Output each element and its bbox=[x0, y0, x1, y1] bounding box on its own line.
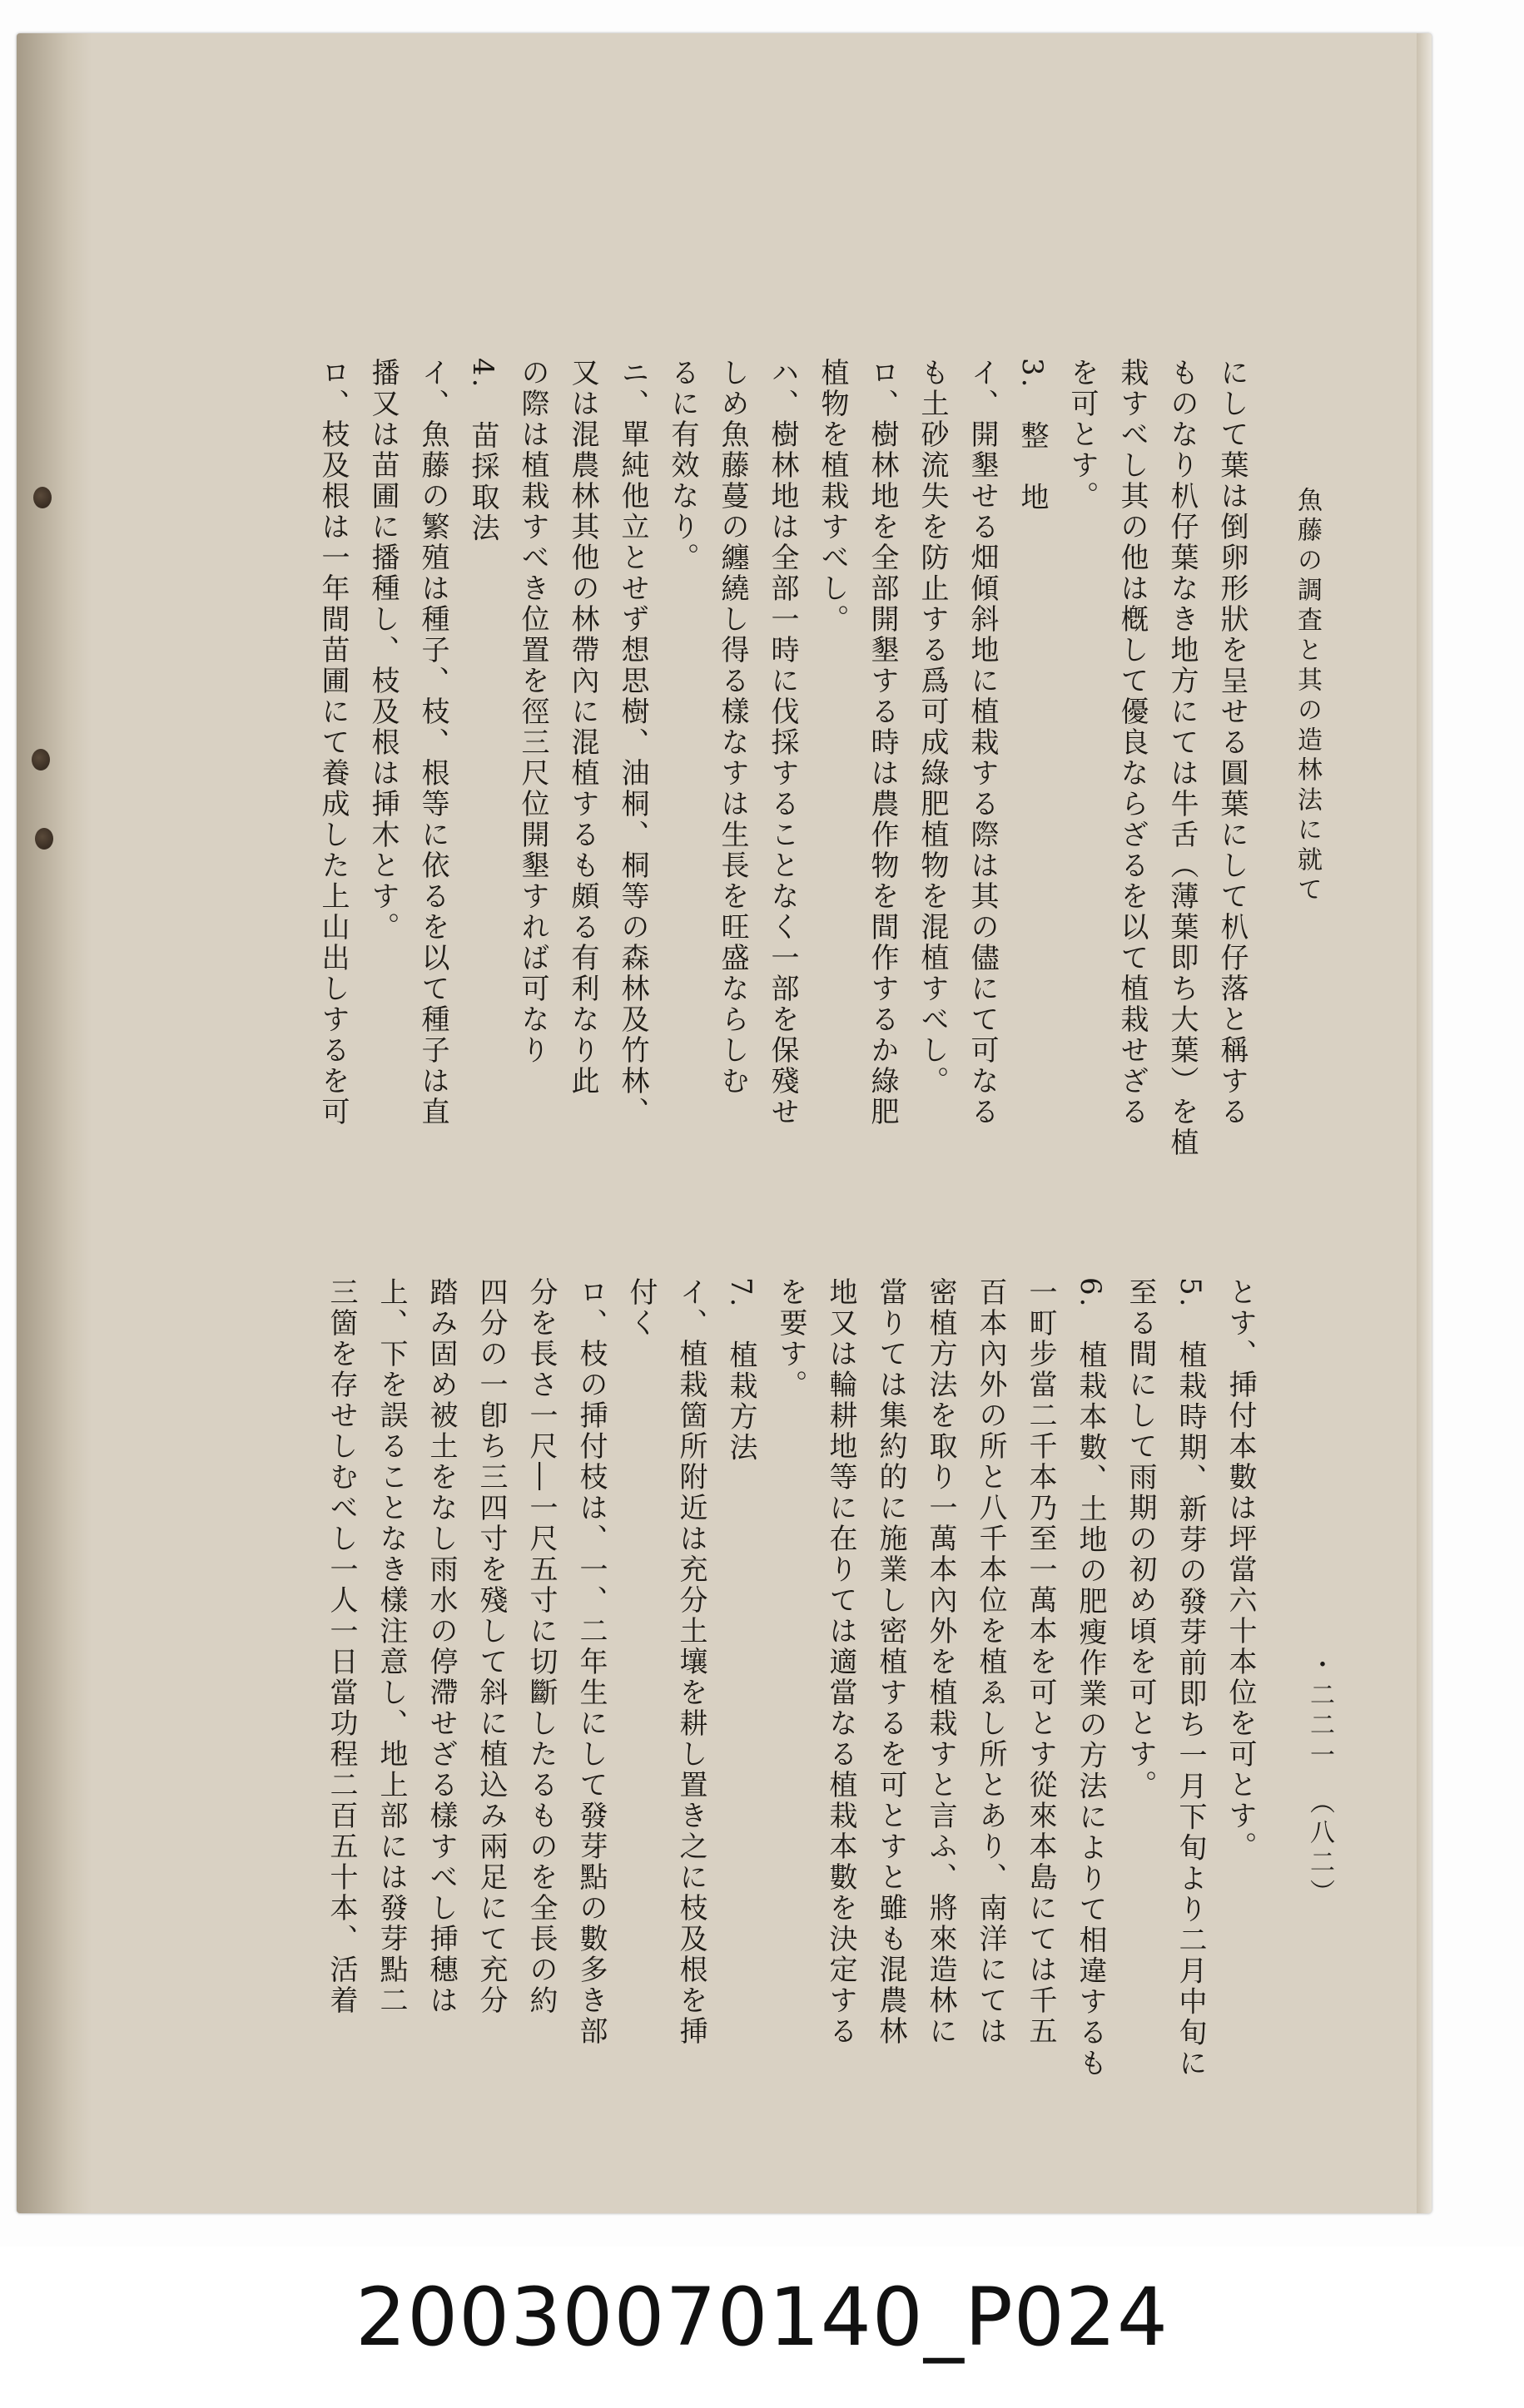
binding-hole bbox=[33, 487, 52, 508]
text-column: 播又は苗圃に播種し、枝及根は挿木とす。 bbox=[366, 358, 400, 943]
text-column: も土砂流失を防止する爲可成綠肥植物を混植すべし。 bbox=[916, 358, 949, 1097]
book-page bbox=[17, 33, 1432, 2213]
page-edge bbox=[1417, 33, 1432, 2213]
text-column: ロ、樹林地を全部開墾する時は農作物を間作するか綠肥 bbox=[866, 358, 899, 1127]
text-column: 地又は輪耕地等に在りては適當なる植栽本數を決定する bbox=[824, 1277, 857, 2047]
text-column: イ、植栽箇所附近は充分土壤を耕し置き之に枝及根を挿 bbox=[674, 1277, 707, 2047]
text-column: イ、魚藤の繁殖は種子、枝、根等に依るを以て種子は直 bbox=[416, 358, 449, 1127]
text-column: ロ、枝の挿付枝は、一、二年生にして發芽點の數多き部 bbox=[574, 1277, 608, 2047]
text-column: 6. 植栽本數、土地の肥瘦作業の方法によりて相違するも bbox=[1074, 1277, 1107, 2079]
text-column: 四分の一卽ち三四寸を殘して斜に植込み兩足にて充分 bbox=[474, 1277, 508, 2016]
binding-hole bbox=[32, 749, 50, 770]
text-column: 一町步當二千本乃至一萬本を可とす從來本島にては千五 bbox=[1024, 1277, 1057, 2047]
binding-gutter bbox=[17, 33, 92, 2213]
text-column: 百本內外の所と八千本位を植ゑし所とあり、南洋にては bbox=[974, 1277, 1007, 2047]
text-column: 密植方法を取り一萬本內外を植栽すと言ふ、將來造林に bbox=[924, 1277, 957, 2047]
text-column: 3. 整 地 bbox=[1015, 358, 1049, 513]
text-column: 當りては集約的に施業し密植するを可とすと雖も混農林 bbox=[874, 1277, 907, 2047]
text-column: 上、下を誤ることなき樣注意し、地上部には發芽點二 bbox=[375, 1277, 408, 2016]
page-number: ・二二一 （八二） bbox=[1305, 1652, 1334, 1909]
text-column: 分を長さ一尺―一尺五寸に切斷したるものを全長の約 bbox=[524, 1277, 558, 2016]
text-column: 4. 苗採取法 bbox=[466, 358, 499, 544]
text-column: 又は混農林其他の林帶內に混植するも頗る有利なり此 bbox=[566, 358, 599, 1097]
text-column: を可とす。 bbox=[1065, 358, 1099, 512]
text-column: 踏み固め被土をなし雨水の停滯せざる樣すべし挿穗は bbox=[424, 1277, 458, 2016]
text-column: しめ魚藤蔓の纏繞し得る樣なすは生長を旺盛ならしむ bbox=[716, 358, 749, 1097]
running-head: 魚藤の調査と其の造林法に就て bbox=[1293, 487, 1322, 906]
text-column: ものなり朳仔葉なき地方にては牛舌（薄葉即ち大葉）を植 bbox=[1165, 358, 1199, 1158]
text-column: 7. 植栽方法 bbox=[724, 1277, 757, 1464]
text-column: 付く bbox=[624, 1277, 658, 1339]
upper-text-block bbox=[200, 358, 1257, 1215]
text-column: を要す。 bbox=[774, 1277, 807, 1400]
catalog-number: 20030070140_P024 bbox=[355, 2271, 1169, 2364]
text-column: とす、挿付本數は坪當六十本位を可とす。 bbox=[1224, 1277, 1257, 1862]
text-column: 5. 植栽時期、新芽の發芽前即ち一月下旬より二月中旬に bbox=[1174, 1277, 1207, 2079]
text-column: 三箇を存せしむべし一人一日當功程二百五十本、活着 bbox=[325, 1277, 358, 2016]
text-column: 栽すべし其の他は槪して優良ならざるを以て植栽せざる bbox=[1115, 358, 1149, 1127]
text-column: の際は植栽すべき位置を徑三尺位開墾すれば可なり bbox=[516, 358, 549, 1066]
text-column: ハ、樹林地は全部一時に伐採することなく一部を保殘せ bbox=[766, 358, 799, 1127]
text-column: 至る間にして雨期の初め頃を可とす。 bbox=[1124, 1277, 1157, 1801]
text-column: 植物を植栽すべし。 bbox=[816, 358, 849, 635]
lower-text-block bbox=[208, 1277, 1265, 2118]
text-column: ロ、枝及根は一年間苗圃にて養成した上山出しするを可 bbox=[316, 358, 350, 1127]
text-column: にして葉は倒卵形狀を呈せる圓葉にして朳仔落と稱する bbox=[1215, 358, 1248, 1127]
binding-hole bbox=[35, 828, 53, 850]
text-column: イ、開墾せる畑傾斜地に植栽する際は其の儘にて可なる bbox=[966, 358, 999, 1127]
text-column: ニ、單純他立とせず想思樹、油桐、桐等の森林及竹林、 bbox=[616, 358, 649, 1127]
text-column: るに有效なり。 bbox=[666, 358, 699, 573]
